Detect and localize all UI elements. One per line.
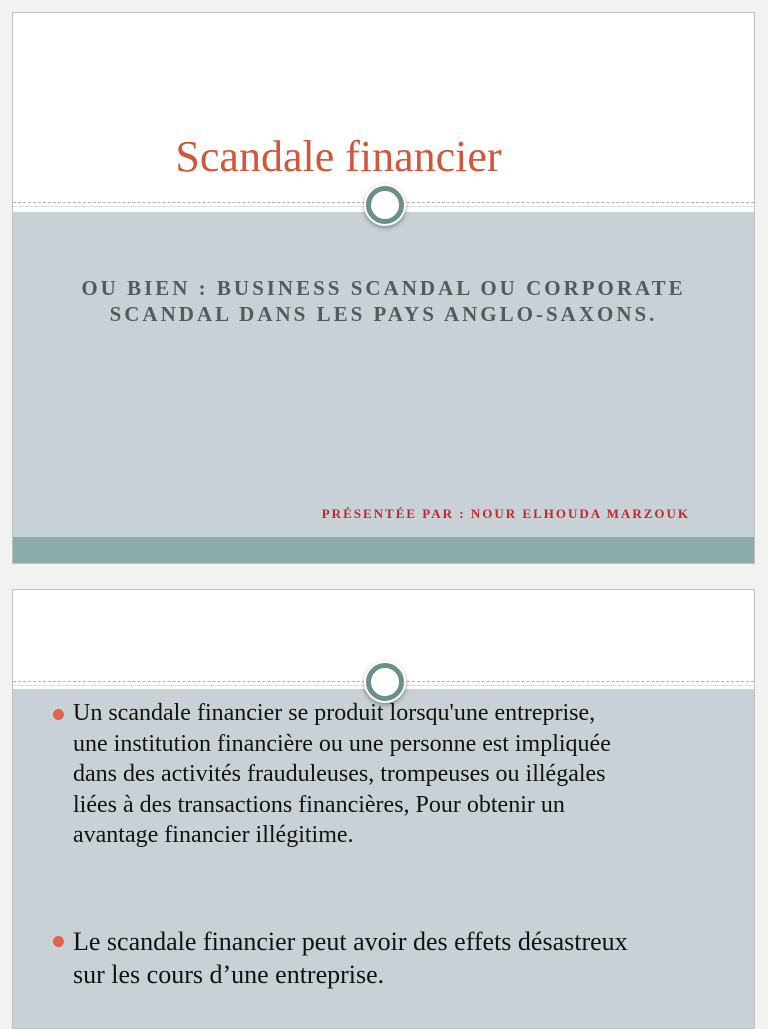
bullet-dot-icon	[53, 936, 64, 947]
bullet-line: liées à des transactions financières, Pour obtenir un	[73, 791, 565, 818]
bullet-line: Un scandale financier se produit lorsqu'une entreprise,	[73, 700, 596, 726]
bullet-line: dans des activités frauduleuses, trompeuses ou illégales	[73, 761, 606, 787]
circle-ornament-icon	[366, 186, 404, 224]
subtitle-line: OU BIEN : BUSINESS SCANDAL OU CORPORATE	[81, 276, 686, 300]
title-slide	[12, 12, 755, 564]
footer-band	[13, 537, 754, 564]
bullet-dot-icon	[53, 709, 64, 720]
bullet-item	[53, 698, 734, 851]
bullet-list	[53, 698, 734, 991]
bullet-line: avantage financier illégitime.	[73, 822, 354, 848]
slide-subtitle	[33, 275, 734, 327]
content-slide	[12, 589, 755, 1029]
bullet-item	[53, 925, 734, 991]
bullet-line: sur les cours d’une entreprise.	[73, 959, 385, 989]
content-panel	[13, 212, 754, 537]
slide-title: Scandale financier	[175, 132, 502, 181]
bullet-line: Le scandale financier peut avoir des effets désastreux	[73, 926, 628, 956]
circle-ornament-icon	[366, 663, 404, 701]
bullet-line: une institution financière ou une personne est impliquée	[73, 730, 611, 757]
presenter-credit: PRÉSENTÉE PAR : NOUR ELHOUDA MARZOUK	[321, 506, 690, 521]
subtitle-line: SCANDAL DANS LES PAYS ANGLO-SAXONS.	[109, 302, 658, 326]
